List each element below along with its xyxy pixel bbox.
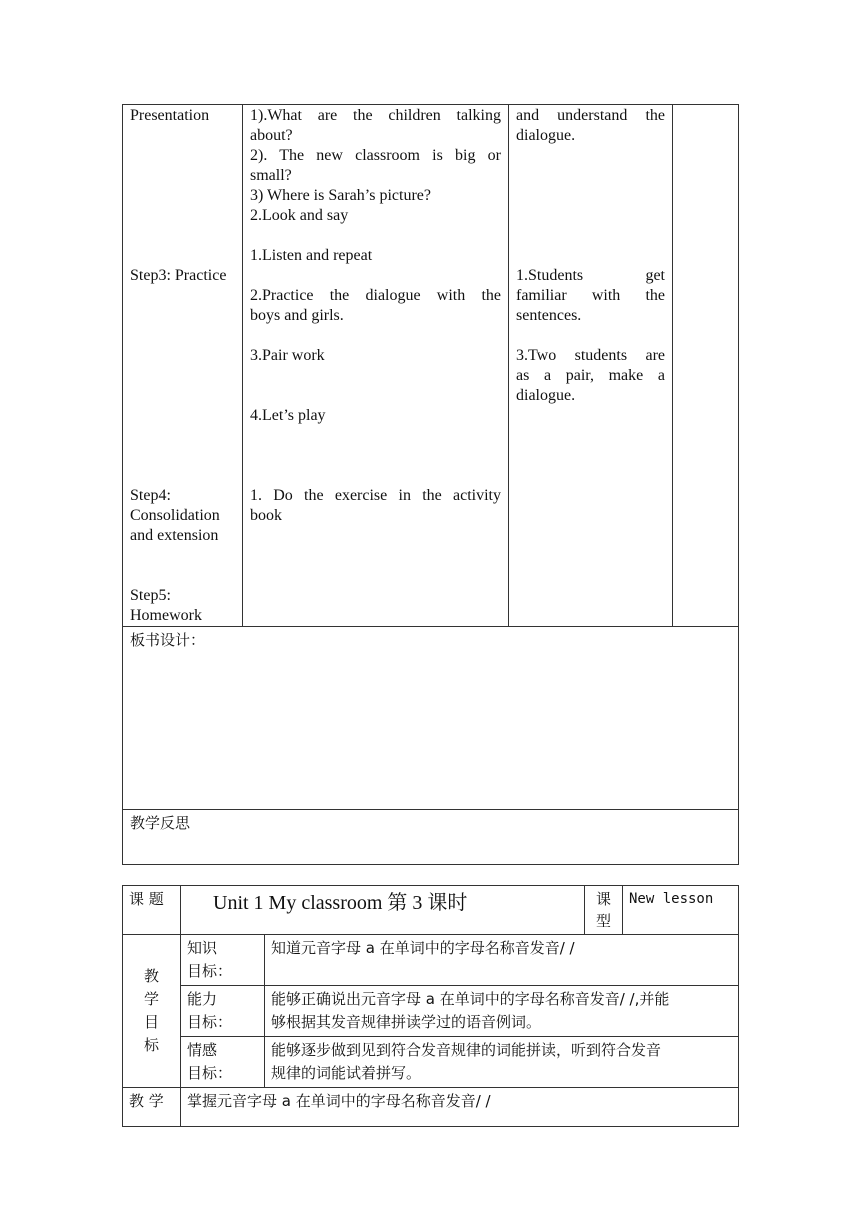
teacher-q2a: 2). The new classroom is big or: [250, 147, 501, 164]
student-3a: 3.Two students are: [516, 347, 665, 364]
ability-label-1: 能力: [187, 990, 218, 1008]
knowledge-text: 知道元音字母 a 在单词中的字母名称音发音/ /: [271, 939, 575, 957]
type-label-2: 型: [595, 912, 611, 930]
student-1a: and understand the: [516, 107, 665, 124]
step-consolidation-3: and extension: [130, 527, 219, 544]
teaching-key-text-cell: [181, 1088, 739, 1127]
reflection-cell: [123, 810, 739, 865]
knowledge-text-cell: [265, 935, 739, 986]
teacher-practice-b: boys and girls.: [250, 307, 344, 324]
topic-label: 课 题: [129, 890, 164, 908]
teacher-exercise-a: 1. Do the exercise in the activity: [250, 487, 501, 504]
teacher-exercise-b: book: [250, 507, 282, 524]
knowledge-label-cell: [181, 935, 265, 986]
student-3b: as a pair, make a: [516, 367, 665, 384]
notes-cell: [673, 105, 739, 627]
student-2a: 1.Students get: [516, 267, 665, 284]
emotion-text-2: 规律的词能试着拼写。: [271, 1064, 422, 1082]
teacher-practice-a: 2.Practice the dialogue with the: [250, 287, 501, 304]
ability-label-2: 目标：: [187, 1013, 233, 1031]
step-consolidation-2: Consolidation: [130, 507, 220, 524]
goal-char-3: 目: [143, 1013, 159, 1031]
ability-label-cell: [181, 986, 265, 1037]
student-2c: sentences.: [516, 307, 582, 324]
teacher-q1a: 1).What are the children talking: [250, 107, 501, 124]
ability-text-cell: [265, 986, 739, 1037]
teaching-key-text: 掌握元音字母 a 在单词中的字母名称音发音/ /: [187, 1092, 491, 1110]
goal-char-1: 教: [143, 967, 159, 985]
type-value: New lesson: [629, 891, 714, 907]
type-label-1: 课: [595, 890, 611, 908]
ability-text-2: 够根据其发音规律拼读学过的语音例词。: [271, 1013, 542, 1031]
lesson-title: Unit 1 My classroom 第 3 课时: [213, 892, 468, 914]
lesson-title-cell: [181, 886, 585, 935]
type-label-cell: [585, 886, 623, 935]
teaching-key-label: 教 学: [129, 1092, 164, 1110]
student-1b: dialogue.: [516, 127, 576, 144]
teacher-q2b: small?: [250, 167, 292, 184]
teacher-lets-play: 4.Let’s play: [250, 407, 326, 424]
teacher-pair-work: 3.Pair work: [250, 347, 325, 364]
student-3c: dialogue.: [516, 387, 576, 404]
teacher-look-say: 2.Look and say: [250, 207, 349, 224]
step-practice: Step3: Practice: [130, 267, 227, 284]
goal-char-2: 学: [143, 990, 159, 1008]
lesson-procedure-table: [122, 104, 739, 865]
emotion-text-cell: [265, 1037, 739, 1088]
step-presentation: Presentation: [130, 107, 210, 124]
knowledge-label-2: 目标：: [187, 962, 233, 980]
step-consolidation-1: Step4:: [130, 487, 171, 504]
type-value-cell: [623, 886, 739, 935]
ability-text-1: 能够正确说出元音字母 a 在单词中的字母名称音发音/ /,并能: [271, 990, 670, 1008]
goal-char-4: 标: [143, 1036, 159, 1054]
steps-cell: [123, 105, 243, 627]
teaching-goals-label-cell: [123, 935, 181, 1088]
emotion-text-1: 能够逐步做到见到符合发音规律的词能拼读，听到符合发音: [271, 1041, 662, 1059]
step-homework-2: Homework: [130, 607, 202, 624]
board-design-label: 板书设计：: [130, 631, 206, 649]
board-design-cell: [123, 627, 739, 810]
student-activity-cell: [509, 105, 673, 627]
teaching-key-label-cell: [123, 1088, 181, 1127]
lesson-plan-header-table: [122, 885, 739, 1127]
teacher-q3: 3) Where is Sarah’s picture?: [250, 187, 431, 204]
emotion-label-cell: [181, 1037, 265, 1088]
emotion-label-2: 目标：: [187, 1064, 233, 1082]
teacher-q1b: about?: [250, 127, 293, 144]
student-2b: familiar with the: [516, 287, 665, 304]
step-homework-1: Step5:: [130, 587, 171, 604]
topic-label-cell: [123, 886, 181, 935]
teacher-listen-repeat: 1.Listen and repeat: [250, 247, 373, 264]
teacher-activity-cell: [243, 105, 509, 627]
emotion-label-1: 情感: [187, 1041, 218, 1059]
reflection-label: 教学反思: [130, 814, 191, 832]
knowledge-label-1: 知识: [187, 939, 218, 957]
